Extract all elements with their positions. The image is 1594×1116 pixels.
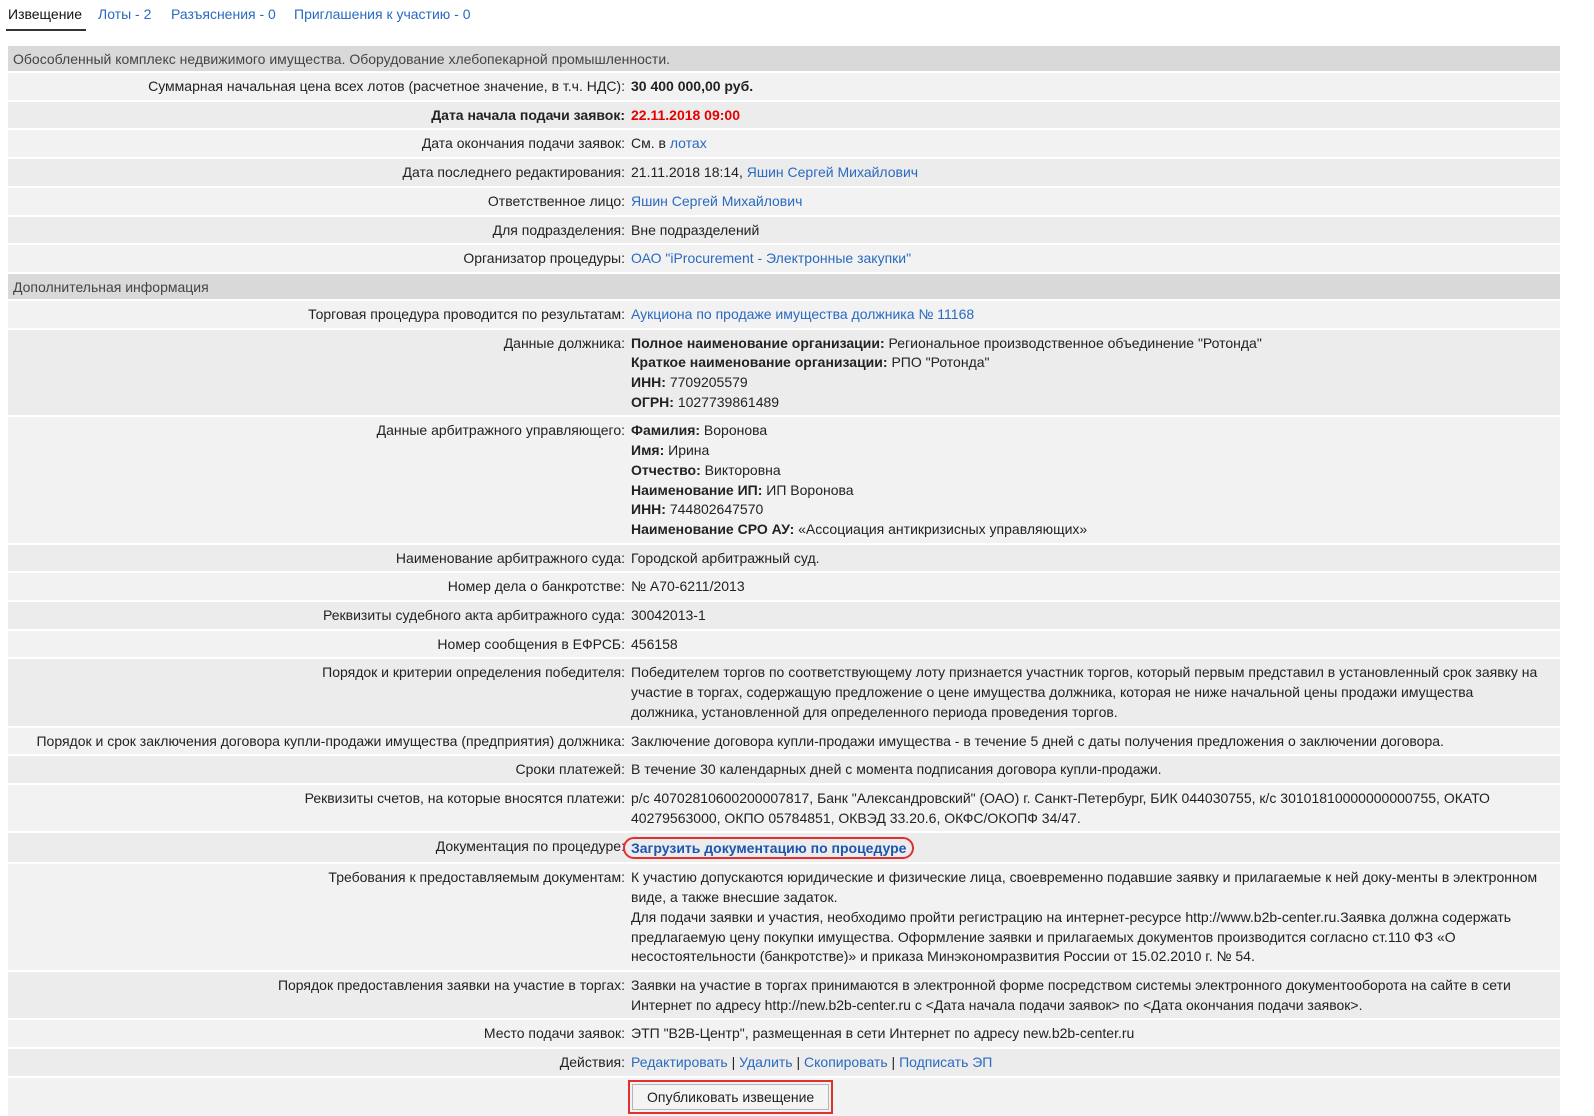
row-label: Сроки платежей: — [515, 761, 625, 778]
section-header-extra: Дополнительная информация — [8, 274, 1560, 301]
tab-invitations[interactable]: Приглашения к участию - 0 — [294, 6, 471, 22]
organizer-value — [625, 245, 1560, 272]
publish-button[interactable]: Опубликовать извещение — [632, 1084, 829, 1110]
row-last-edit — [8, 159, 1560, 188]
contract-value: Заключение договора купли-продажи имущества - в течение 5 дней с даты получения предложения о заключении договора. — [631, 732, 1444, 749]
field-value: 1027739861489 — [677, 393, 780, 410]
responsible-value — [625, 188, 1560, 215]
sign-link[interactable]: Подписать ЭП — [899, 1054, 993, 1071]
total-price-value: 30 400 000,00 руб. — [631, 78, 754, 94]
edit-link[interactable]: Редактировать — [631, 1054, 728, 1071]
row-court-act — [8, 602, 1560, 631]
payment-terms-value: В течение 30 календарных дней с момента подписания договора купли-продажи. — [631, 761, 1162, 778]
row-label: Порядок и критерии определения победителя: — [322, 664, 625, 681]
place-value: ЭТП "B2B-Центр", размещенная в сети Интернет по адресу new.b2b-center.ru — [631, 1025, 1135, 1042]
manager-surname — [631, 421, 1540, 441]
field-label: Краткое наименование организации: — [631, 354, 888, 371]
row-label: Требования к предоставляемым документам: — [328, 869, 625, 886]
row-label: Действия: — [559, 1054, 625, 1071]
row-total-price — [8, 73, 1560, 102]
row-requirements — [8, 864, 1560, 972]
debtor-full-name — [631, 334, 1540, 354]
section-header-main: Обособленный комплекс недвижимого имущества. Оборудование хлебопекарной промышленности. — [8, 46, 1560, 73]
debtor-inn — [631, 373, 1540, 393]
requirements-paragraph: Для подачи заявки и участия, необходимо пройти регистрацию на интернет-ресурсе http://www.b2b-center.ru.Заявка должна содержать предлагаемую цену покупки имущества. Оформление заявки и прилагаемых документов производится согласно ст.110 ФЗ «О несостоятельности (банкротстве)» и приказа Минэкономразвития России от 15.02.2010 г. № 54. — [631, 908, 1512, 965]
row-department — [8, 217, 1560, 246]
accounts-value: р/с 40702810600200007817, Банк "Александровский" (ОАО) г. Санкт-Петербург, БИК 044030755, к/с 30101810000000000755, ОКАТО 40279563000, ОКПО 05784851, ОКВЭД 33.20.6, ОКФС/ОКОПФ 34/47. — [631, 789, 1490, 826]
row-docs — [8, 833, 1560, 864]
row-place — [8, 1020, 1560, 1049]
row-label: Данные арбитражного управляющего: — [376, 422, 625, 439]
debtor-ogrn — [631, 393, 1540, 413]
tab-clarifications[interactable]: Разъяснения - 0 — [171, 6, 276, 22]
actions-value — [625, 1049, 1560, 1076]
editor-link[interactable]: Яшин Сергей Михайлович — [746, 164, 919, 181]
tab-notice[interactable]: Извещение — [8, 6, 83, 22]
manager-sro — [631, 520, 1540, 540]
start-date-value: 22.11.2018 09:00 — [631, 106, 740, 123]
field-value: Викторовна — [704, 461, 781, 478]
manager-patronymic — [631, 461, 1540, 481]
field-label: Отчество: — [631, 461, 701, 478]
row-label: Дата окончания подачи заявок: — [421, 135, 625, 152]
field-label: Имя: — [631, 442, 665, 459]
row-contract — [8, 728, 1560, 757]
row-label: Организатор процедуры: — [463, 250, 625, 267]
debtor-short-name — [631, 353, 1540, 373]
row-court — [8, 545, 1560, 574]
field-value: РПО "Ротонда" — [891, 354, 990, 371]
separator: | — [796, 1054, 801, 1071]
row-label: Порядок предоставления заявки на участие в торгах: — [277, 976, 625, 993]
row-end-date — [8, 130, 1560, 159]
organizer-link[interactable]: ОАО "iProcurement - Электронные закупки" — [631, 250, 912, 267]
end-date-value — [625, 130, 1560, 157]
trade-basis-value — [625, 301, 1560, 328]
efrsb-value: 456158 — [631, 635, 678, 652]
field-value: 7709205579 — [669, 374, 748, 391]
row-label: Ответственное лицо: — [487, 192, 625, 209]
row-application — [8, 972, 1560, 1020]
field-value: 744802647570 — [669, 501, 764, 518]
application-value: Заявки на участие в торгах принимаются в электронной форме посредством системы электронного документооборота на сайте в сети Интернет по адресу http://new.b2b-center.ru с <Дата начала подачи заявок> по <Дата окончания подачи заявок>. — [631, 976, 1511, 1013]
row-label: Номер дела о банкротстве: — [447, 578, 625, 595]
row-start-date — [8, 102, 1560, 131]
case-number-value: № А70-6211/2013 — [631, 578, 745, 595]
row-organizer — [8, 245, 1560, 274]
row-label: Порядок и срок заключения договора купли-продажи имущества (предприятия) должника: — [36, 732, 625, 749]
row-payment-terms — [8, 756, 1560, 785]
separator: | — [891, 1054, 896, 1071]
manager-name — [631, 441, 1540, 461]
row-winner — [8, 659, 1560, 727]
download-docs-link[interactable]: Загрузить документацию по процедуре — [623, 837, 914, 859]
manager-inn — [631, 500, 1540, 520]
row-manager — [8, 417, 1560, 544]
notice-table — [8, 46, 1560, 1116]
responsible-link[interactable]: Яшин Сергей Михайлович — [631, 192, 803, 209]
auction-link[interactable]: Аукциона по продаже имущества должника № 11168 — [631, 305, 975, 322]
row-label: Суммарная начальная цена всех лотов (расчетное значение, в т.ч. НДС): — [148, 78, 625, 94]
end-date-prefix: См. в — [631, 135, 666, 152]
field-value: Региональное производственное объединение "Ротонда" — [888, 334, 1262, 351]
debtor-value — [625, 330, 1560, 416]
row-label: Дата начала подачи заявок: — [431, 106, 625, 123]
row-label: Дата последнего редактирования: — [402, 164, 625, 181]
row-trade-basis — [8, 301, 1560, 330]
field-value: Ирина — [668, 442, 710, 459]
separator: | — [731, 1054, 736, 1071]
tab-lots[interactable]: Лоты - 2 — [98, 6, 152, 22]
row-label: Документация по процедуре: — [435, 838, 625, 855]
row-case-number — [8, 573, 1560, 602]
field-value: Воронова — [703, 422, 768, 439]
row-label: Для подразделения: — [492, 221, 625, 238]
row-label: Номер сообщения в ЕФРСБ: — [437, 635, 625, 652]
row-label: Реквизиты судебного акта арбитражного суда: — [323, 607, 625, 624]
row-label: Торговая процедура проводится по результатам: — [308, 305, 625, 322]
row-label: Данные должника: — [503, 334, 625, 351]
row-efrsb — [8, 631, 1560, 660]
field-value: ИП Воронова — [766, 481, 854, 498]
active-tab-indicator — [6, 29, 86, 31]
last-edit-date: 21.11.2018 18:14, — [631, 164, 743, 181]
court-value: Городской арбитражный суд. — [631, 549, 820, 566]
docs-value — [625, 833, 1560, 862]
court-act-value: 30042013-1 — [631, 607, 706, 624]
delete-link[interactable]: Удалить — [739, 1054, 793, 1071]
row-responsible — [8, 188, 1560, 217]
row-label: Реквизиты счетов, на которые вносятся платежи: — [304, 789, 625, 806]
field-label: Наименование СРО АУ: — [631, 520, 795, 537]
manager-value — [625, 417, 1560, 542]
department-value: Вне подразделений — [631, 221, 760, 238]
copy-link[interactable]: Скопировать — [804, 1054, 888, 1071]
field-label: ОГРН: — [631, 393, 674, 410]
field-label: ИНН: — [631, 374, 666, 391]
row-label: Место подачи заявок: — [483, 1025, 625, 1042]
tab-bar — [0, 0, 1594, 32]
field-label: Полное наименование организации: — [631, 334, 885, 351]
field-label: Наименование ИП: — [631, 481, 763, 498]
row-debtor — [8, 330, 1560, 418]
publish-row — [8, 1078, 1560, 1116]
field-label: ИНН: — [631, 501, 666, 518]
row-actions — [8, 1049, 1560, 1078]
requirements-paragraph: К участию допускаются юридические и физические лица, своевременно подавшие заявку и прилагаемые к ней доку-менты в электронном виде, а также внесшие задаток. — [631, 869, 1538, 906]
field-value: «Ассоциация антикризисных управляющих» — [798, 520, 1088, 537]
manager-ip — [631, 481, 1540, 501]
winner-value: Победителем торгов по соответствующему лоту признается участник торгов, который первым представил в установленный срок заявку на участие в торгах, содержащую предложение о цене имущества должника, которая не ниже начальной цены продажи имущества должника, установленной для определенного периода проведения торгов. — [631, 664, 1538, 720]
lots-link[interactable]: лотах — [669, 135, 707, 152]
publish-highlight — [628, 1080, 833, 1114]
row-accounts — [8, 785, 1560, 833]
row-label: Наименование арбитражного суда: — [395, 549, 625, 566]
field-label: Фамилия: — [631, 422, 701, 439]
requirements-value — [625, 864, 1560, 970]
last-edit-value — [625, 159, 1560, 186]
